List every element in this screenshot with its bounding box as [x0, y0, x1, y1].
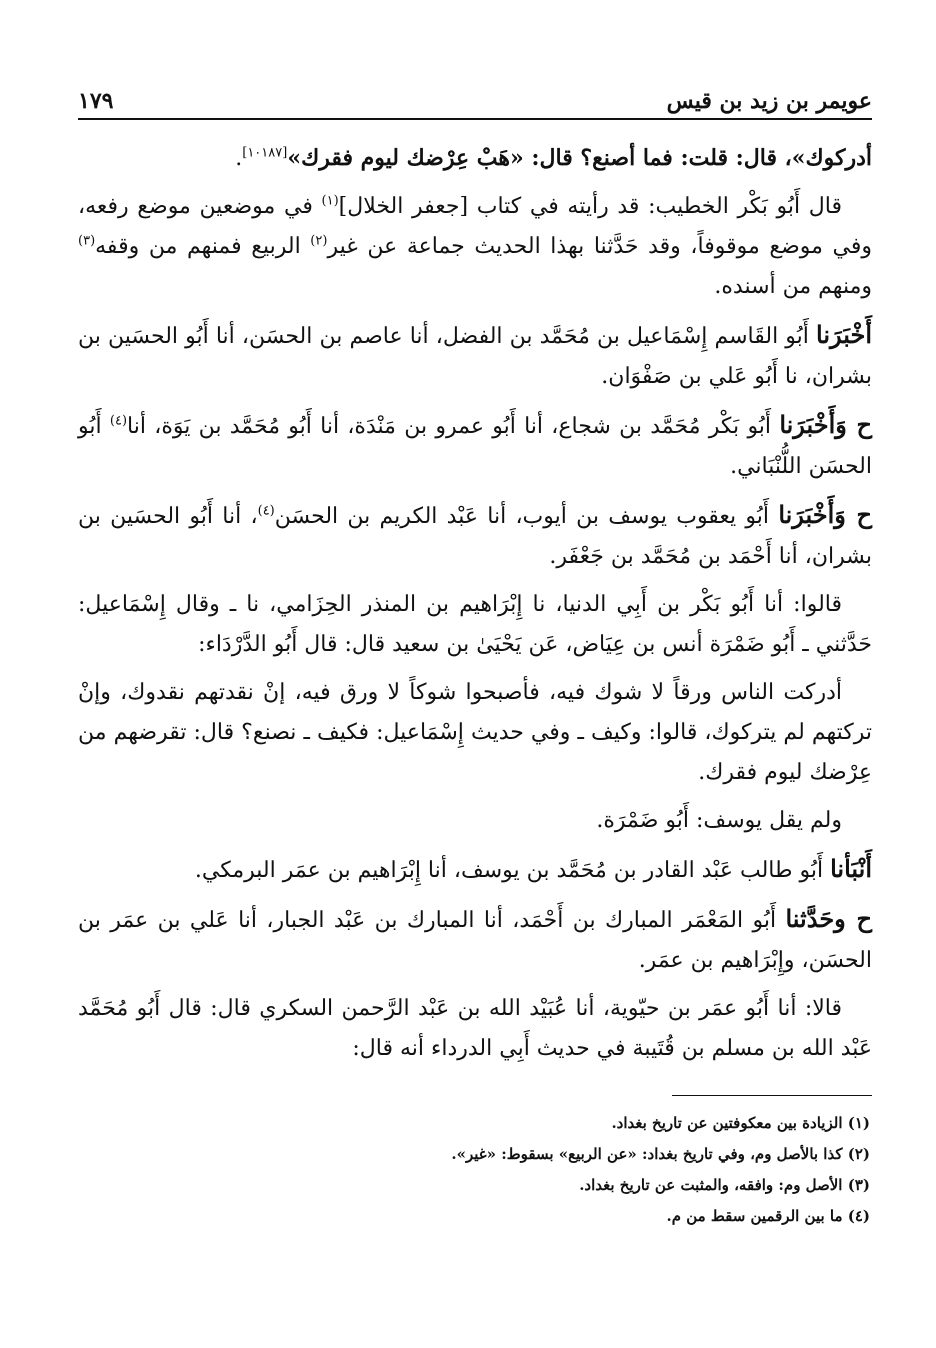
p5-text-a: أَبُو يعقوب يوسف بن أيوب، أنا عَبْد الكريم بن الحسَن — [274, 504, 779, 529]
p10-keyword: ح وحَدَّثنا — [785, 904, 872, 933]
footnote-text: الزيادة بين معكوفتين عن تاريخ بغداد. — [611, 1114, 843, 1132]
paragraph-9 — [78, 849, 872, 891]
footnote-number: (٣) — [847, 1176, 870, 1194]
paragraph-10 — [78, 899, 872, 981]
book-page — [78, 78, 872, 1234]
paragraph-1 — [78, 138, 872, 179]
paragraph-2 — [78, 187, 872, 307]
page-header — [78, 78, 872, 120]
main-text — [78, 138, 872, 1069]
p4-keyword: ح وَأَخْبَرَنا — [779, 410, 873, 439]
p1-end: . — [235, 146, 243, 171]
paragraph-7 — [78, 673, 872, 793]
p9-keyword: أَنْبَأنا — [830, 854, 872, 883]
p2-text-c: الربيع فمنهم من وقفه — [95, 234, 311, 259]
footnote-4 — [78, 1203, 872, 1229]
p11-text: قالا: أنا أَبُو عمَر بن حيّوية، أنا عُبَيْد الله بن عَبْد الرَّحمن السكري قال: قال أَبُو مُحَمَّد عَبْد الله بن مسلم بن قُتَيبة في حديث أَبِي الدرداء أنه قال: — [78, 996, 872, 1061]
footnote-marker-2[interactable]: (٢) — [310, 233, 328, 249]
p6-text: قالوا: أنا أَبُو بَكْر بن أَبِي الدنيا، نا إِبْرَاهيم بن المنذر الحِزَامي، نا ـ وقال إِسْمَاعيل: حَدَّثني ـ أَبُو ضَمْرَة أنس بن عِيَاض، عَن يَحْيَىٰ بن سعيد قال: قال أَبُو الدَّرْدَاء: — [78, 592, 872, 657]
p10-text: أَبُو المَعْمَر المبارك بن أَحْمَد، أنا المبارك بن عَبْد الجبار، أنا عَلي بن عمَر بن الحسَن، وإِبْرَاهيم بن عمَر. — [78, 908, 872, 973]
paragraph-11 — [78, 989, 872, 1069]
footnote-number: (١) — [847, 1114, 870, 1132]
paragraph-8 — [78, 801, 872, 841]
footnote-divider — [672, 1095, 872, 1096]
p8-text: ولم يقل يوسف: أَبُو ضَمْرَة. — [596, 808, 842, 833]
footnote-3 — [78, 1172, 872, 1198]
p4-text-a: أَبُو بَكْر مُحَمَّد بن شجاع، أنا أَبُو عمرو بن مَنْدَة، أنا أَبُو مُحَمَّد بن يَوَة، أنا — [127, 414, 780, 439]
paragraph-3 — [78, 315, 872, 397]
p3-text: أَبُو القَاسم إِسْمَاعيل بن مُحَمَّد بن الفضل، أنا عاصم بن الحسَن، أنا أَبُو الحسَين بن بشران، نا أَبُو عَلي بن صَفْوَان. — [78, 324, 872, 389]
footnotes — [78, 1110, 872, 1229]
p1-quote: «هَبْ عِرْضك ليوم فقرك» — [287, 145, 524, 171]
footnote-number: (٢) — [847, 1145, 870, 1163]
footnote-number: (٤) — [847, 1207, 870, 1225]
paragraph-5 — [78, 495, 872, 577]
p5-keyword: ح وَأَخْبَرَنا — [778, 500, 873, 529]
p2-text-d: ومنهم من أسنده. — [714, 274, 872, 299]
footnote-marker-1[interactable]: (١) — [321, 193, 339, 209]
footnote-1 — [78, 1110, 872, 1136]
p2-text-b: في موضعين موضع رفعه، وفي موضع موقوفاً، وقد حَدَّثنا بهذا الحديث جماعة عن غير — [78, 194, 872, 259]
page-number: ١٧٩ — [78, 88, 114, 114]
footnote-text: كذا بالأصل وم، وفي تاريخ بغداد: «عن الربيع» بسقوط: «غير». — [451, 1145, 843, 1163]
paragraph-6 — [78, 585, 872, 665]
running-title: عويمر بن زيد بن قيس — [666, 88, 872, 114]
p5-text-b: ، أنا أَبُو الحسَين بن بشران، أنا أَحْمَد بن مُحَمَّد بن جَعْفَر. — [78, 504, 872, 569]
paragraph-4 — [78, 405, 872, 487]
footnote-text: الأصل وم: وافقه، والمثبت عن تاريخ بغداد. — [579, 1176, 843, 1194]
footnote-2 — [78, 1141, 872, 1167]
p3-keyword: أَخْبَرَنا — [816, 320, 872, 349]
footnote-marker-4b[interactable]: (٤) — [257, 503, 275, 519]
p1-reference: [١٠١٨٧] — [242, 145, 288, 161]
footnote-marker-3[interactable]: (٣) — [78, 233, 96, 249]
footnote-marker-4a[interactable]: (٤) — [109, 413, 128, 429]
p7-text: أدركت الناس ورقاً لا شوك فيه، فأصبحوا شوكاً لا ورق فيه، إنْ نقدتهم نقدوك، وإنْ تركتهم لم يتركوك، قالوا: وكيف ـ وفي حديث إِسْمَاعيل: فكيف ـ نصنع؟ قال: تقرضهم من عِرْضك ليوم فقرك. — [78, 680, 872, 785]
footnote-text: ما بين الرقمين سقط من م. — [666, 1207, 843, 1225]
p2-text-a: قال أَبُو بَكْر الخطيب: قد رأيته في كتاب [جعفر الخلال] — [338, 194, 842, 219]
p4-text-b: أَبُو الحسَن اللُّنْبَاني. — [78, 414, 872, 479]
p9-text: أَبُو طالب عَبْد القادر بن مُحَمَّد بن يوسف، أنا إِبْرَاهيم بن عمَر البرمكي. — [194, 858, 831, 883]
p1-text: أدركوك»، قال: قلت: فما أصنع؟ قال: — [523, 145, 872, 171]
